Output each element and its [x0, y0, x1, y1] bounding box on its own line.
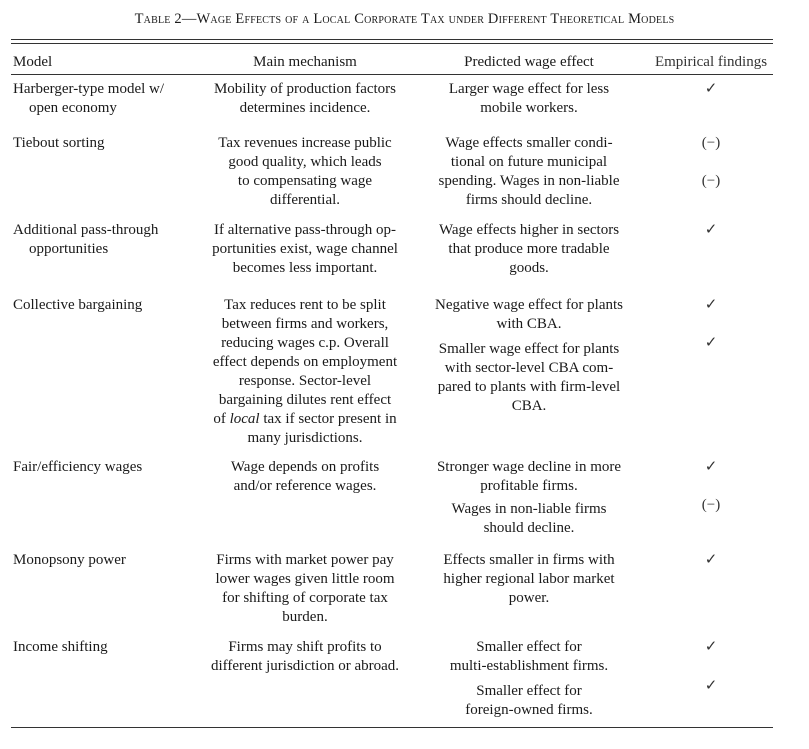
- check-mark-icon: ✓: [704, 335, 718, 351]
- cell-line: Fair/efficiency wages: [13, 459, 143, 475]
- mechanism-cell: [199, 134, 411, 210]
- check-mark-icon: ✓: [704, 222, 718, 238]
- cell-line: CBA.: [511, 398, 547, 414]
- cell-line: Tax revenues increase public: [218, 135, 392, 151]
- table-title-dash: —: [181, 11, 197, 27]
- mechanism-cell: [199, 80, 411, 118]
- cell-line: higher regional labor market: [443, 571, 615, 587]
- cell-line: reducing wages c.p. Overall: [221, 335, 389, 351]
- cell-line: bargaining dilutes rent effect: [218, 392, 392, 408]
- table-title-text: Wage Effects of a Local Corporate Tax under Different Theoretical Models: [196, 11, 675, 27]
- model-cell: [13, 638, 193, 657]
- cell-line: Wage depends on profits: [230, 459, 380, 475]
- cell-line: determines incidence.: [239, 100, 371, 116]
- cell-line: burden.: [282, 609, 328, 625]
- check-mark-icon: ✓: [704, 297, 718, 313]
- cell-line: good quality, which leads: [228, 154, 382, 170]
- cell-line: Smaller wage effect for plants: [438, 341, 620, 357]
- cell-line: Firms may shift profits to: [228, 639, 382, 655]
- cell-line: mobile workers.: [480, 100, 578, 116]
- effect-cell: [423, 80, 635, 118]
- header-mechanism: Main mechanism: [253, 54, 357, 70]
- top-rule-2: [11, 43, 773, 44]
- cell-line: should decline.: [483, 520, 575, 536]
- cell-line: Smaller effect for: [476, 683, 582, 699]
- negative-finding-mark: (−): [701, 173, 721, 189]
- cell-line: Additional pass-through: [13, 222, 159, 238]
- effect-cell: [423, 551, 635, 608]
- check-mark-icon: ✓: [704, 552, 718, 568]
- header-findings: Empirical findings: [654, 54, 768, 70]
- check-mark-icon: ✓: [704, 639, 718, 655]
- negative-finding-mark: (−): [701, 497, 721, 513]
- cell-line: Wage effects smaller condi-: [445, 135, 613, 151]
- cell-line: Tiebout sorting: [13, 135, 105, 151]
- model-cell: [13, 458, 193, 477]
- cell-line: of local tax if sector present in: [213, 411, 397, 427]
- cell-line: that produce more tradable: [448, 241, 610, 257]
- cell-line: open economy: [29, 100, 117, 116]
- cell-line: portunities exist, wage channel: [212, 241, 398, 257]
- cell-line: Harberger-type model w/: [13, 81, 165, 97]
- top-rule-1: [11, 39, 773, 40]
- bottom-rule: [11, 727, 773, 728]
- cell-line: Collective bargaining: [13, 297, 143, 313]
- check-mark-icon: ✓: [704, 81, 718, 97]
- cell-line: Larger wage effect for less: [448, 81, 610, 97]
- cell-line: with CBA.: [496, 316, 562, 332]
- cell-line: pared to plants with firm-level: [437, 379, 621, 395]
- cell-line: spending. Wages in non-liable: [438, 173, 620, 189]
- header-rule: [11, 74, 773, 75]
- cell-line: between firms and workers,: [221, 316, 389, 332]
- mechanism-cell: [199, 221, 411, 278]
- negative-finding-mark: (−): [701, 135, 721, 151]
- cell-line: firms should decline.: [465, 192, 593, 208]
- model-cell: [13, 296, 193, 315]
- model-cell: [13, 134, 193, 153]
- cell-line: different jurisdiction or abroad.: [211, 658, 399, 674]
- cell-line: Wage effects higher in sectors: [438, 222, 620, 238]
- cell-line: Stronger wage decline in more: [436, 459, 622, 475]
- effect-cell: [423, 458, 635, 496]
- effect-cell: [423, 134, 635, 210]
- effect-cell: [423, 682, 635, 720]
- cell-line: Effects smaller in firms with: [443, 552, 615, 568]
- cell-line: Firms with market power pay: [216, 552, 394, 568]
- mechanism-cell: [199, 638, 411, 676]
- cell-line: differential.: [269, 192, 341, 208]
- effect-cell: [423, 221, 635, 278]
- effect-cell: [423, 340, 635, 416]
- mechanism-cell: [199, 458, 411, 496]
- model-cell: [13, 80, 193, 118]
- table-title: [0, 11, 809, 28]
- cell-line: Income shifting: [13, 639, 108, 655]
- cell-line: If alternative pass-through op-: [213, 222, 397, 238]
- effect-cell: [423, 638, 635, 676]
- check-mark-icon: ✓: [704, 678, 718, 694]
- cell-line: Tax reduces rent to be split: [224, 297, 386, 313]
- cell-line: goods.: [509, 260, 549, 276]
- model-cell: [13, 551, 193, 570]
- cell-line: and/or reference wages.: [233, 478, 377, 494]
- cell-line: effect depends on employment: [212, 354, 398, 370]
- effect-cell: [423, 500, 635, 538]
- cell-line: Wages in non-liable firms: [451, 501, 607, 517]
- mechanism-cell: [199, 551, 411, 627]
- mechanism-cell: [199, 296, 411, 448]
- cell-line: becomes less important.: [232, 260, 378, 276]
- cell-line: multi-establishment firms.: [449, 658, 609, 674]
- header-model: Model: [13, 54, 53, 70]
- cell-line: opportunities: [29, 241, 109, 257]
- cell-line: profitable firms.: [480, 478, 578, 494]
- cell-line: power.: [508, 590, 550, 606]
- cell-line: Mobility of production factors: [213, 81, 397, 97]
- cell-line: with sector-level CBA com-: [444, 360, 614, 376]
- cell-line: for shifting of corporate tax: [222, 590, 388, 606]
- check-mark-icon: ✓: [704, 459, 718, 475]
- cell-line: lower wages given little room: [215, 571, 395, 587]
- header-effect: Predicted wage effect: [464, 54, 594, 70]
- cell-line: to compensating wage: [237, 173, 373, 189]
- cell-line: Smaller effect for: [476, 639, 582, 655]
- table-title-prefix: Table 2: [134, 11, 182, 27]
- cell-line: Monopsony power: [13, 552, 126, 568]
- cell-line: foreign-owned firms.: [465, 702, 593, 718]
- model-cell: [13, 221, 193, 259]
- cell-line: Negative wage effect for plants: [435, 297, 623, 313]
- cell-line: many jurisdictions.: [247, 430, 363, 446]
- cell-line: response. Sector-level: [238, 373, 372, 389]
- cell-line: tional on future municipal: [450, 154, 608, 170]
- effect-cell: [423, 296, 635, 334]
